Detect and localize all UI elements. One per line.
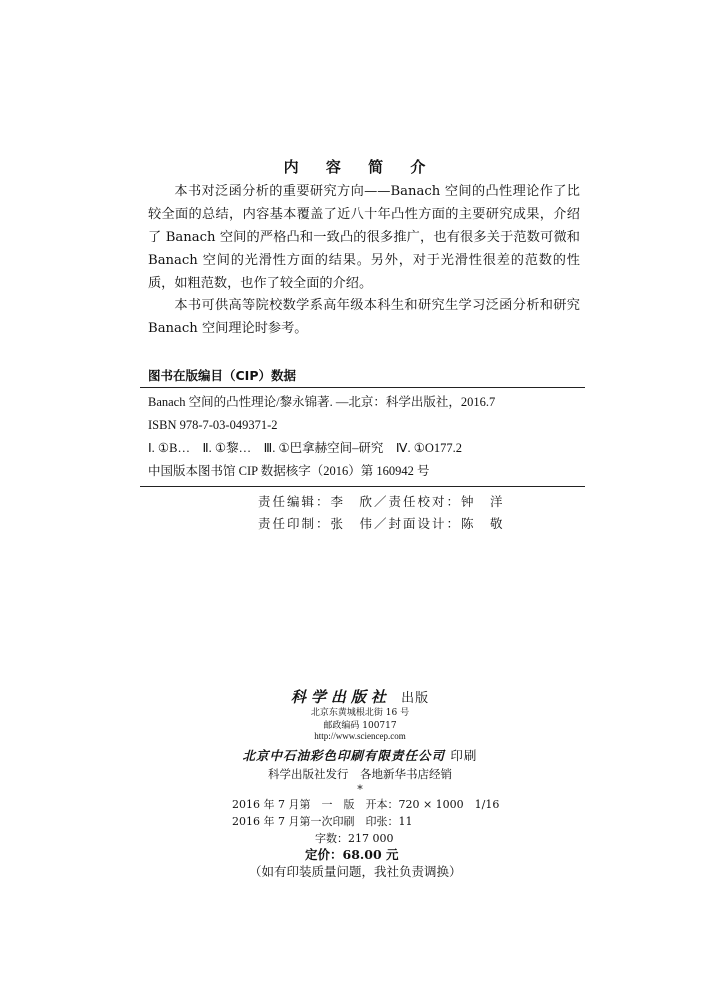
printer-name: 北京中石油彩色印刷有限责任公司 (242, 748, 446, 763)
publisher-postcode: 邮政编码 100717 (323, 721, 397, 731)
section-title: 内 容 简 介 (283, 158, 437, 176)
credit-print: 责任印制：张 伟／封面设计：陈 敬 (258, 516, 505, 531)
cip-entry: Banach 空间的凸性理论/黎永锦著. —北京：科学出版社，2016.7 (148, 395, 496, 409)
edition-format-line: 2016 年 7 月第 一 版 开本：720 × 1000 1/16 (232, 798, 500, 811)
separator-asterisk: * (357, 783, 363, 796)
credit-editors: 责任编辑：李 欣／责任校对：钟 洋 (258, 494, 505, 509)
summary-paragraph: 本书可供高等院校数学系高年级本科生和研究生学习泛函分析和研究 Banach 空间理论时参考。 (148, 298, 580, 336)
publisher-address: 北京东黄城根北街 16 号 (310, 708, 410, 718)
price-line: 定价：68.00 元 (305, 847, 399, 862)
cip-classification: Ⅰ. ①B… Ⅱ. ①黎… Ⅲ. ①巴拿赫空间–研究 Ⅳ. ①O177.2 (148, 441, 463, 455)
cip-record-number: 中国版本图书馆 CIP 数据核字（2016）第 160942 号 (148, 464, 430, 478)
cip-isbn: ISBN 978-7-03-049371-2 (148, 418, 278, 432)
publisher-logo: 科学出版社 (290, 688, 391, 706)
publisher-url: http://www.sciencep.com (314, 731, 406, 741)
quality-notice: （如有印装质量问题，我社负责调换） (249, 864, 462, 879)
printing-sheets-line: 2016 年 7 月第一次印刷 印张：11 (232, 815, 413, 828)
word-count-line: 字数：217 000 (315, 832, 394, 845)
cip-header: 图书在版编目（CIP）数据 (148, 368, 296, 383)
summary-paragraph: 本书对泛函分析的重要研究方向——Banach 空间的凸性理论作了比较全面的总结，内容基本覆盖了近八十年凸性方面的主要研究成果，介绍了 Banach 空间的严格凸和一致凸的很多推广，也有很多关于范数可微和 Banach 空间的光滑性方面的结果。另外，对于光滑性很差的范数的性质，如粗范数，也作了较全面的介绍。 (148, 184, 580, 291)
distribution-line: 科学出版社发行 各地新华书店经销 (268, 767, 452, 781)
printer-line (0, 746, 720, 764)
publisher-line (0, 686, 720, 707)
publisher-suffix: 出版 (401, 691, 430, 706)
printer-suffix: 印刷 (450, 748, 478, 763)
divider (140, 387, 585, 388)
divider (140, 486, 585, 487)
